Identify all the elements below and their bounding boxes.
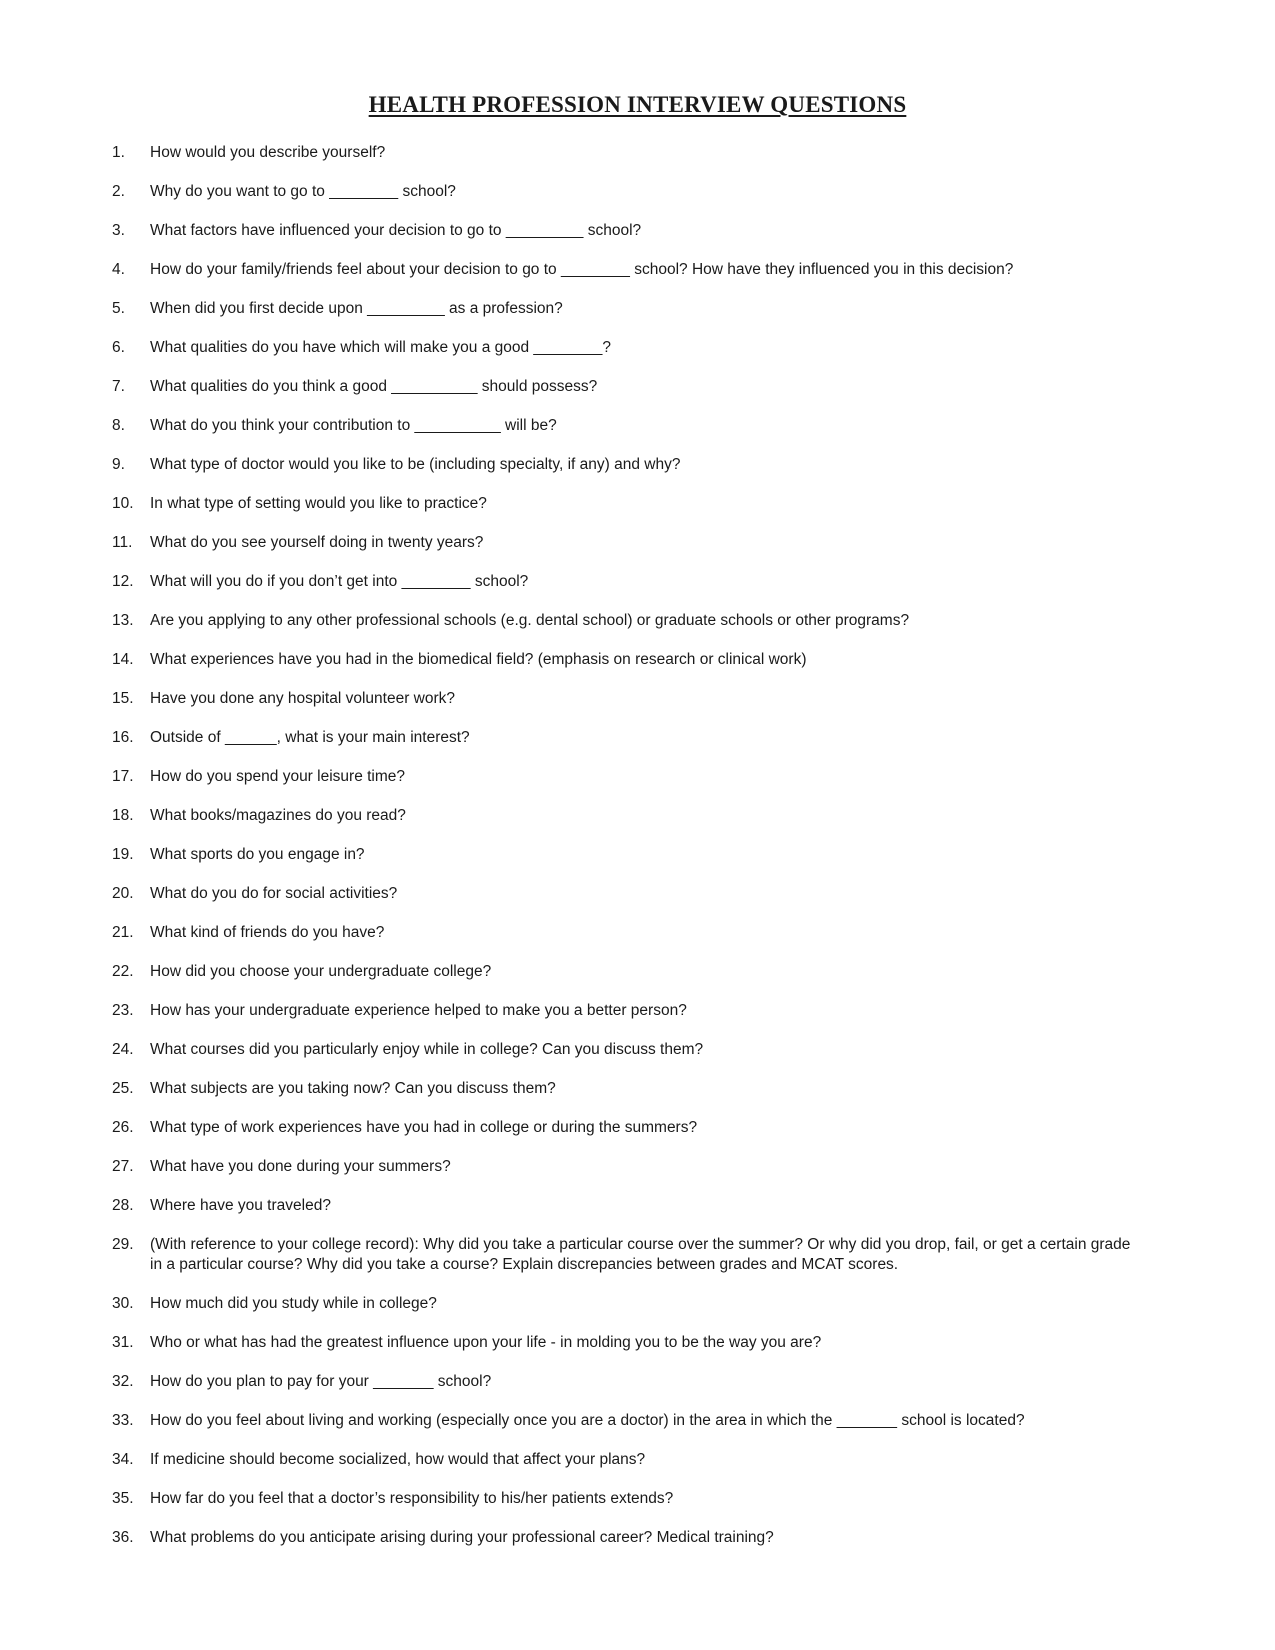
question-number: 4.	[112, 261, 125, 278]
question-item	[0, 260, 1275, 280]
question-number: 19.	[112, 846, 134, 863]
question-text: What have you done during your summers?	[150, 1158, 451, 1175]
question-text: When did you first decide upon _________ as a profession?	[150, 300, 563, 317]
question-item	[0, 611, 1275, 631]
question-text: What kind of friends do you have?	[150, 924, 385, 941]
question-item	[0, 1489, 1275, 1509]
question-item	[0, 1157, 1275, 1177]
question-text: What qualities do you think a good __________ should possess?	[150, 378, 598, 395]
question-text: What do you do for social activities?	[150, 885, 398, 902]
question-text: What courses did you particularly enjoy while in college? Can you discuss them?	[150, 1041, 704, 1058]
question-number: 10.	[112, 495, 134, 512]
question-item	[0, 1294, 1275, 1314]
question-number: 32.	[112, 1373, 134, 1390]
question-list	[0, 143, 1275, 1567]
question-text: What type of doctor would you like to be (including specialty, if any) and why?	[150, 456, 681, 473]
question-item	[0, 221, 1275, 241]
question-item	[0, 650, 1275, 670]
question-text: What do you think your contribution to __________ will be?	[150, 417, 557, 434]
question-text: What experiences have you had in the biomedical field? (emphasis on research or clinical work)	[150, 651, 807, 668]
question-number: 3.	[112, 222, 125, 239]
question-item	[0, 143, 1275, 163]
question-item	[0, 1235, 1275, 1275]
question-text: In what type of setting would you like to practice?	[150, 495, 487, 512]
question-text: If medicine should become socialized, how would that affect your plans?	[150, 1451, 646, 1468]
question-item	[0, 767, 1275, 787]
question-text: Have you done any hospital volunteer work?	[150, 690, 456, 707]
question-text: Where have you traveled?	[150, 1197, 331, 1214]
question-item	[0, 1528, 1275, 1548]
question-text: How did you choose your undergraduate college?	[150, 963, 492, 980]
question-text: What do you see yourself doing in twenty years?	[150, 534, 484, 551]
question-number: 11.	[112, 534, 133, 551]
question-number: 16.	[112, 729, 134, 746]
question-text: Who or what has had the greatest influence upon your life - in molding you to be the way you are?	[150, 1334, 822, 1351]
question-item	[0, 494, 1275, 514]
question-text: How far do you feel that a doctor’s responsibility to his/her patients extends?	[150, 1490, 674, 1507]
question-number: 28.	[112, 1197, 134, 1214]
question-item	[0, 1196, 1275, 1216]
question-text: Why do you want to go to ________ school?	[150, 183, 456, 200]
question-item	[0, 1333, 1275, 1353]
question-text: How do you spend your leisure time?	[150, 768, 406, 785]
question-text: What will you do if you don’t get into ________ school?	[150, 573, 529, 590]
question-item	[0, 923, 1275, 943]
question-item	[0, 1001, 1275, 1021]
question-item	[0, 1372, 1275, 1392]
question-text: How do your family/friends feel about your decision to go to ________ school? How have they influenced you in this decision?	[150, 261, 1014, 278]
question-number: 8.	[112, 417, 125, 434]
question-number: 9.	[112, 456, 125, 473]
question-number: 26.	[112, 1119, 134, 1136]
question-number: 1.	[112, 144, 125, 161]
question-number: 29.	[112, 1236, 134, 1253]
question-number: 36.	[112, 1529, 134, 1546]
question-number: 7.	[112, 378, 125, 395]
question-item	[0, 182, 1275, 202]
question-item	[0, 533, 1275, 553]
question-item	[0, 806, 1275, 826]
question-text: What sports do you engage in?	[150, 846, 365, 863]
question-number: 14.	[112, 651, 134, 668]
question-number: 24.	[112, 1041, 134, 1058]
question-item	[0, 338, 1275, 358]
question-text: What subjects are you taking now? Can you discuss them?	[150, 1080, 556, 1097]
question-number: 30.	[112, 1295, 134, 1312]
question-number: 5.	[112, 300, 125, 317]
question-number: 27.	[112, 1158, 134, 1175]
question-text: (With reference to your college record): Why did you take a particular course over the summer? Or why did you drop, fail, or get a certain grade in a particular course? Why did you take a course? Explain discrepancies between grades and MCAT scores.	[150, 1236, 1131, 1273]
question-text: What books/magazines do you read?	[150, 807, 406, 824]
question-number: 31.	[112, 1334, 134, 1351]
question-item	[0, 299, 1275, 319]
page-title: HEALTH PROFESSION INTERVIEW QUESTIONS	[368, 92, 907, 117]
question-number: 34.	[112, 1451, 134, 1468]
question-number: 23.	[112, 1002, 134, 1019]
question-text: What type of work experiences have you had in college or during the summers?	[150, 1119, 698, 1136]
question-item	[0, 455, 1275, 475]
question-item	[0, 728, 1275, 748]
question-number: 2.	[112, 183, 125, 200]
question-text: Are you applying to any other professional schools (e.g. dental school) or graduate schools or other programs?	[150, 612, 910, 629]
question-number: 20.	[112, 885, 134, 902]
question-text: Outside of ______, what is your main interest?	[150, 729, 470, 746]
question-item	[0, 884, 1275, 904]
question-number: 17.	[112, 768, 134, 785]
question-number: 13.	[112, 612, 134, 629]
question-number: 35.	[112, 1490, 134, 1507]
question-item	[0, 1450, 1275, 1470]
question-item	[0, 1118, 1275, 1138]
question-number: 12.	[112, 573, 134, 590]
question-text: How do you plan to pay for your _______ school?	[150, 1373, 492, 1390]
question-text: What factors have influenced your decision to go to _________ school?	[150, 222, 642, 239]
question-text: What qualities do you have which will make you a good ________?	[150, 339, 611, 356]
question-item	[0, 845, 1275, 865]
question-number: 18.	[112, 807, 134, 824]
question-number: 6.	[112, 339, 125, 356]
question-item	[0, 1040, 1275, 1060]
question-text: How much did you study while in college?	[150, 1295, 437, 1312]
question-item	[0, 689, 1275, 709]
question-number: 21.	[112, 924, 134, 941]
question-text: How would you describe yourself?	[150, 144, 386, 161]
question-text: How do you feel about living and working (especially once you are a doctor) in the area in which the _______ school is located?	[150, 1412, 1025, 1429]
question-item	[0, 377, 1275, 397]
question-number: 33.	[112, 1412, 134, 1429]
question-number: 15.	[112, 690, 134, 707]
question-item	[0, 572, 1275, 592]
question-item	[0, 1411, 1275, 1431]
question-text: How has your undergraduate experience helped to make you a better person?	[150, 1002, 687, 1019]
question-item	[0, 416, 1275, 436]
question-number: 22.	[112, 963, 134, 980]
question-number: 25.	[112, 1080, 134, 1097]
question-item	[0, 962, 1275, 982]
question-item	[0, 1079, 1275, 1099]
question-text: What problems do you anticipate arising during your professional career? Medical training?	[150, 1529, 774, 1546]
